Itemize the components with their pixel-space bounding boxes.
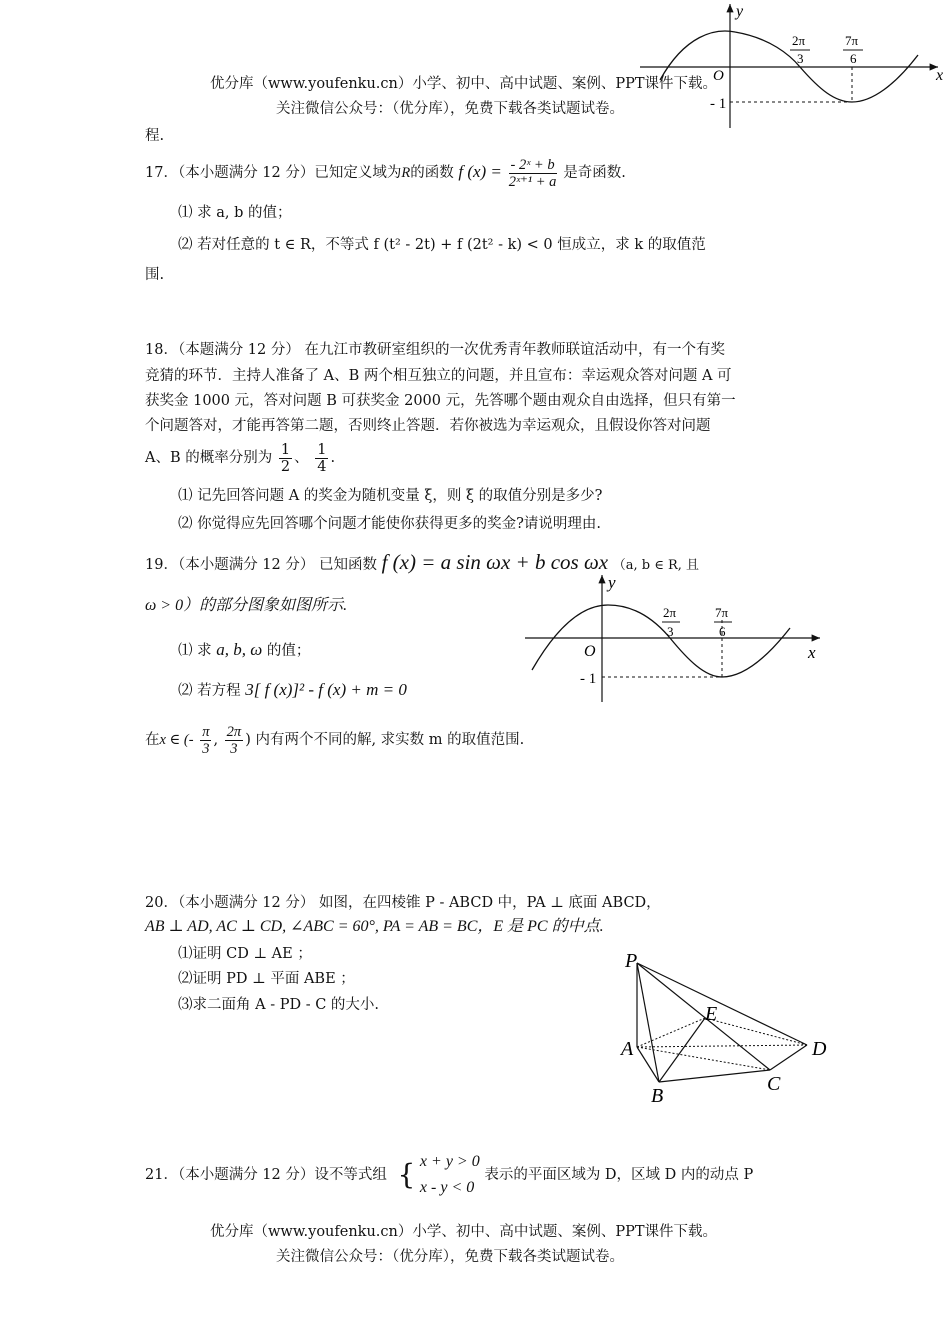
tick2-den: 6 [850,51,857,66]
q19-line1: 19．（本小题满分 12 分） 已知函数 f (x) = a sin ωx + b cos ωx （a, b ∈ R, 且 [145,550,700,574]
label-E: E [705,1003,718,1025]
tick1-den: 3 [797,51,804,66]
footer-line1: 优分库（www.youfenku.cn）小学、初中、高中试题、案例、PPT课件下载。 [210,1224,718,1240]
q20-line2: AB ⊥ AD, AC ⊥ CD, ∠ABC = 60°, PA = AB = BC，E 是 PC 的中点. [145,918,604,935]
q21-stem: 21．（本小题满分 12 分）设不等式组 { x + y > 0 x - y < 0 表示的平面区域为 D，区域 D 内的动点 P [145,1153,754,1196]
tick2-num: 7π [845,33,859,48]
q19-tick2-num: 7π [715,605,729,620]
q18-line3: 获奖金 1000 元，答对问题 B 可获奖金 2000 元，先答哪个题由观众自由选择，但只有第一 [145,393,736,409]
q19-graph-x: x [808,643,816,662]
q20-part1: ⑴证明 CD ⊥ AE ； [178,946,312,962]
top-sine-graph [640,0,950,130]
q19-sine-graph [520,570,830,705]
graph-x-label: x [936,67,944,84]
label-C: C [767,1073,781,1095]
tick1-num: 2π [792,33,806,48]
q17-part1: ⑴ 求 a, b 的值； [178,205,292,221]
q18-line5: A、B 的概率分别为 $\frac{1}{2}$ 、 $\frac{1}{4}$ . [145,441,336,475]
q18-line4: 个问题答对，才能再答第二题，否则终止答题．若你被选为幸运观众，且假设你答对问题 [145,418,711,434]
q19-tick1-num: 2π [663,605,677,620]
header-line2: 关注微信公众号：（优分库），免费下载各类试题试卷。 [276,101,624,117]
graph-neg1: - 1 [710,96,727,112]
q18-part1: ⑴ 记先回答问题 A 的奖金为随机变量 ξ，则 ξ 的取值分别是多少? [178,488,603,504]
q19-graph-neg1: - 1 [580,671,597,687]
label-A: A [621,1038,634,1060]
q20-part2: ⑵证明 PD ⊥ 平面 ABE ； [178,971,355,987]
header-line1: 优分库（www.youfenku.cn）小学、初中、高中试题、案例、PPT课件下载。 [210,76,718,92]
q20-part3: ⑶求二面角 A - PD - C 的大小. [178,997,380,1013]
q18-line2: 竞猜的环节．主持人准备了 A、B 两个相互独立的问题，并且宣布：幸运观众答对问题 A 可 [145,368,732,384]
q17-part2-cont: 围. [145,267,165,283]
q19-graph-origin: O [584,643,596,660]
graph-y-label: y [736,3,744,20]
pyramid-figure [615,945,850,1110]
q17-stem: 17．（本小题满分 12 分）已知定义域为R的函数 f (x) = $\frac{\text{- 2ˣ + b}}{\text{2ˣ⁺¹ + a}}$ 是奇函数. [145,156,626,190]
label-P: P [625,950,638,972]
prev-question-tail: 程. [145,128,165,144]
q19-part2: ⑵ 若方程 3[ f (x)]² - f (x) + m = 0 [178,680,407,699]
q19-tick1-den: 3 [667,624,674,639]
q19-graph-y: y [608,573,616,592]
q20-line1: 20．（本小题满分 12 分） 如图，在四棱锥 P - ABCD 中，PA ⊥ 底面 ABCD， [145,895,661,911]
q19-line3: 在x ∈ (- $\frac{\pi}{3}$ , $\frac{2\pi}{3}$ ) 内有两个不同的解, 求实数 m 的取值范围. [145,723,525,757]
q18-line1: 18．（本题满分 12 分） 在九江市教研室组织的一次优秀青年教师联谊活动中，有一个有奖 [145,342,725,358]
q17-part2: ⑵ 若对任意的 t ∈ R，不等式 f (t² - 2t) + f (2t² - k) < 0 恒成立，求 k 的取值范 [178,237,706,253]
label-B: B [651,1085,664,1107]
graph-origin: O [713,68,724,84]
q19-part1: ⑴ 求 a, b, ω 的值； [178,640,311,659]
footer-line2: 关注微信公众号：（优分库），免费下载各类试题试卷。 [276,1249,624,1265]
q19-line2: ω > 0）的部分图象如图所示. [145,597,348,614]
q18-part2: ⑵ 你觉得应先回答哪个问题才能使你获得更多的奖金?请说明理由. [178,516,601,532]
q19-tick2-den: 6 [719,624,726,639]
label-D: D [812,1038,827,1060]
